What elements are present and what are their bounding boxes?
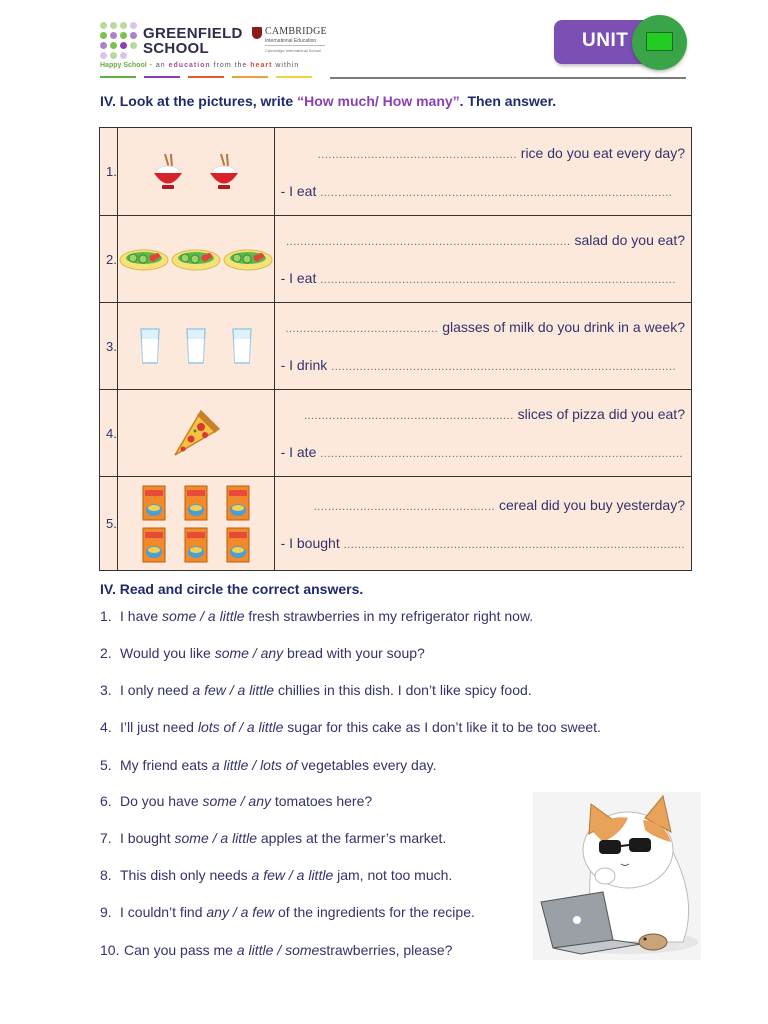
answer-choices[interactable]: a little / lots of [211,757,298,773]
row-question-cell [274,128,691,216]
table-row [100,390,692,477]
exercise2-heading: IV. Read and circle the correct answers. [100,581,364,597]
sentence-before: Would you like [120,645,215,661]
item-number: 9. [100,904,112,920]
question-blank[interactable]: ........................................... [285,323,439,335]
list-item [100,867,452,883]
row-number: 4. [100,390,118,477]
tagline-end: within [272,62,300,69]
tagline-happy: Happy School [100,62,147,69]
question-text: salad do you eat? [570,232,685,248]
milk-glass-icon [185,327,207,365]
answer-choices[interactable]: a few / a little [251,867,334,883]
question-blank[interactable]: ................................................... [313,500,496,513]
question-blank[interactable]: ........................................................... [303,410,514,422]
row-question-cell [274,477,691,571]
list-item [100,608,533,624]
row-pictures [118,477,274,571]
item-number: 5. [100,757,112,773]
question-line [281,232,685,248]
row-pictures [118,216,274,303]
sentence-after: jam, not too much. [333,867,453,883]
question-text: rice do you eat every day? [516,144,685,161]
cat-with-laptop-icon [533,792,701,960]
sentence-after: fresh strawberries in my refrigerator right now. [244,608,534,624]
exercise1-heading [100,93,556,109]
row-pictures [118,303,274,390]
school-tagline [100,62,299,69]
list-item [100,830,446,846]
answer-line [281,535,685,551]
item-number: 4. [100,719,112,735]
cambridge-school-label: Cambridge International School [265,48,322,53]
sentence-after: vegetables every day. [297,757,437,773]
list-item [100,682,532,698]
question-blank[interactable]: ................................................................................ [286,236,571,248]
row-question-cell [274,390,691,477]
row-pictures [118,128,274,216]
cambridge-logo [252,26,332,66]
item-number: 6. [100,793,112,809]
answer-choices[interactable]: lots of / a little [197,719,284,735]
sentence-before: Can you pass me [124,942,237,958]
cereal-box-icon [142,485,166,521]
answer-blank[interactable]: ................................................................................................. [331,361,677,373]
exercise1-heading-prefix: IV. Look at the pictures, write [100,93,298,109]
sentence-after: of the ingredients for the recipe. [274,904,475,920]
question-line [281,145,685,161]
question-line [281,497,685,513]
question-text: glasses of milk do you drink in a week? [438,319,685,335]
row-question-cell [274,303,691,390]
answer-prefix: - I eat [280,270,321,286]
cereal-box-icon [226,527,250,563]
tagline-mid: - an [146,62,169,69]
row-pictures [118,390,274,477]
item-number: 8. [100,867,112,883]
school-name-line2: SCHOOL [143,40,209,57]
table-row [100,128,692,216]
tagline-education: education [168,62,211,69]
tagline-heart: heart [250,62,273,69]
item-number: 7. [100,830,112,846]
exercise1-heading-suffix: . Then answer. [459,93,557,109]
milk-glass-icon [139,327,161,365]
exercise1-table [99,127,692,571]
sentence-before: This dish only needs [120,867,252,883]
sentence-before: I couldn’t find [120,904,207,920]
sentence-after: tomatoes here? [270,793,373,809]
answer-line [281,183,685,199]
list-item [100,793,372,809]
row-question-cell [274,216,691,303]
school-name [143,26,243,56]
row-number: 3. [100,303,118,390]
table-row [100,216,692,303]
answer-choices[interactable]: some / any [202,793,271,809]
item-number: 1. [100,608,112,624]
page-header [0,0,768,84]
salad-plate-icon [223,246,273,272]
list-item [100,757,436,773]
row-number: 2. [100,216,118,303]
question-blank[interactable]: ........................................................ [317,148,517,161]
unit-number-box[interactable] [646,32,673,51]
answer-prefix: - I eat [280,182,321,199]
item-number: 3. [100,682,112,698]
answer-prefix: - I bought [280,534,344,551]
cereal-box-icon [226,485,250,521]
answer-line [281,270,685,286]
sentence-before: I have [120,608,163,624]
row-number: 5. [100,477,118,571]
answer-prefix: - I drink [280,357,332,373]
answer-choices[interactable]: a few / a little [192,682,275,698]
sentence-after: sugar for this cake as I don’t like it to be too sweet. [283,719,601,735]
list-item [100,645,425,661]
header-color-bars [100,76,310,79]
rice-bowl-icon [151,152,185,192]
question-line [281,406,685,422]
question-text: cereal did you buy yesterday? [495,496,685,513]
question-line [281,319,685,335]
pizza-slice-icon [171,409,221,457]
answer-blank[interactable]: .................................................................................................... [320,274,676,286]
milk-glass-icon [231,327,253,365]
salad-plate-icon [171,246,221,272]
list-item [100,719,601,735]
answer-choices[interactable]: any / a few [206,904,275,920]
sentence-before: My friend eats [120,757,212,773]
answer-blank[interactable]: ................................................................................................... [320,186,673,199]
cereal-box-icon [184,527,208,563]
cambridge-divider [265,45,325,46]
sentence-after: strawberries, please? [319,942,453,958]
tagline-from: from the [210,62,251,69]
cambridge-subtitle: International Education [265,38,317,44]
list-item [100,904,475,920]
answer-blank[interactable]: ................................................................................................ [343,538,685,551]
question-text: slices of pizza did you eat? [513,406,685,422]
header-divider [330,77,686,79]
answer-line [281,357,685,373]
answer-choices[interactable]: some / a little [174,830,257,846]
exercise1-heading-highlight: “How much/ How many” [297,93,460,109]
sentence-after: chillies in this dish. I don’t like spicy food. [274,682,532,698]
sentence-after: apples at the farmer’s market. [256,830,447,846]
answer-choices[interactable]: a little / some [236,942,320,958]
answer-choices[interactable]: some / any [214,645,284,661]
cereal-box-icon [142,527,166,563]
sentence-after: bread with your soup? [283,645,425,661]
item-number: 10. [100,942,120,958]
school-logo-dots-icon [100,22,138,58]
table-row [100,477,692,571]
cambridge-name: CAMBRIDGE [265,26,327,37]
sentence-before: Do you have [120,793,203,809]
sentence-before: I bought [120,830,175,846]
unit-label: UNIT [582,30,629,51]
list-item [100,942,452,958]
school-name-line1: GREENFIELD [143,25,243,42]
cambridge-shield-icon [252,27,262,39]
row-number: 1. [100,128,118,216]
answer-prefix: - I ate [280,444,321,460]
item-number: 2. [100,645,112,661]
cereal-box-icon [184,485,208,521]
answer-blank[interactable]: ...................................................................................................... [320,448,683,460]
sentence-before: I’ll just need [120,719,198,735]
sentence-before: I only need [120,682,193,698]
answer-choices[interactable]: some / a little [162,608,245,624]
rice-bowl-icon [207,152,241,192]
answer-line [281,444,685,460]
table-row [100,303,692,390]
salad-plate-icon [119,246,169,272]
